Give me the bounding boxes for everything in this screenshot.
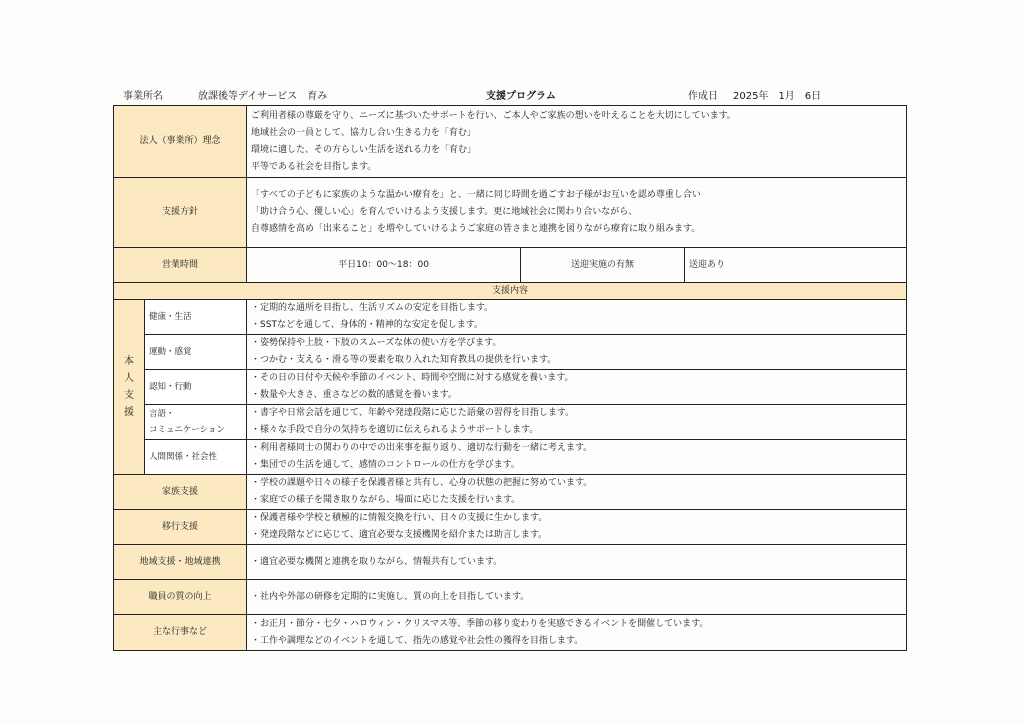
staff-quality-label: 職員の質の向上 bbox=[114, 580, 247, 615]
date-value: 2025年 1月 6日 bbox=[733, 91, 822, 102]
staff-quality-content bbox=[247, 580, 907, 615]
item-line: ・工作や調理などのイベントを通して、指先の感覚や社会性の獲得を目指します。 bbox=[251, 635, 584, 646]
item-label-line: コミュニケーション bbox=[149, 425, 225, 435]
personal-support-label-text: 本人支援 bbox=[124, 355, 134, 418]
policy-content bbox=[247, 178, 907, 248]
office-name: 放課後等デイサービス 育み bbox=[198, 91, 328, 102]
item-label: 健康・生活 bbox=[145, 300, 247, 335]
hours-value: 平日10：00～18：00 bbox=[247, 248, 521, 283]
table-row bbox=[114, 370, 907, 405]
item-line: ・定期的な通所を目指し、生活リズムの安定を目指します。 bbox=[251, 303, 494, 313]
events-row bbox=[114, 615, 907, 651]
item-line: ・家庭での様子を聞き取りながら、場面に応じた支援を行います。 bbox=[251, 495, 521, 505]
transition-support-row bbox=[114, 510, 907, 545]
philosophy-line: 平等である社会を目指します。 bbox=[251, 161, 377, 172]
hours-label: 営業時間 bbox=[114, 248, 247, 283]
transition-support-content bbox=[247, 510, 907, 545]
events-label: 主な行事など bbox=[114, 615, 247, 651]
policy-line: 「助け合う心、優しい心」を育んでいけるよう支援します。更に地域社会に関わり合いながら、 bbox=[251, 207, 638, 217]
item-content bbox=[247, 335, 907, 370]
date-label: 作成日 bbox=[688, 91, 718, 102]
office-label: 事業所名 bbox=[123, 91, 163, 102]
item-label: 認知・行動 bbox=[145, 370, 247, 405]
item-line: ・姿勢保持や上肢・下肢のスムーズな体の使い方を学びます。 bbox=[251, 338, 502, 348]
transition-support-label: 移行支援 bbox=[114, 510, 247, 545]
transport-value: 送迎あり bbox=[685, 248, 907, 283]
table-row bbox=[114, 335, 907, 370]
table-row bbox=[114, 440, 907, 475]
policy-line: 「すべての子どもに家族のような温かい療育を」と、一緒に同じ時間を過ごすお子様がお互いを認め尊重し合い bbox=[251, 190, 701, 200]
philosophy-label: 法人（事業所）理念 bbox=[114, 106, 247, 178]
philosophy-content bbox=[247, 106, 907, 178]
item-line: ・社内や外部の研修を定期的に実施し、質の向上を目指しています。 bbox=[251, 591, 530, 602]
item-line: ・利用者様同士の関わりの中での出来事を振り返り、適切な行動を一緒に考えます。 bbox=[251, 443, 593, 453]
table-row bbox=[114, 405, 907, 440]
philosophy-row bbox=[114, 106, 907, 178]
policy-row bbox=[114, 178, 907, 248]
item-line: ・つかむ・支える・滑る等の要素を取り入れた知育教具の提供を行います。 bbox=[251, 355, 557, 365]
item-line: ・様々な手段で自分の気持ちを適切に伝えられるようサポートします。 bbox=[251, 425, 539, 435]
support-section-label: 支援内容 bbox=[114, 283, 907, 300]
item-line: ・その日の日付や天候や季節のイベント、時間や空間に対する感覚を養います。 bbox=[251, 373, 574, 383]
item-line: ・集団での生活を通して、感情のコントロールの仕方を学びます。 bbox=[251, 460, 520, 470]
community-content bbox=[247, 545, 907, 580]
family-support-content bbox=[247, 475, 907, 510]
philosophy-line: 環境に適した、その方らしい生活を送れる力を「育む」 bbox=[251, 144, 477, 155]
document-title: 支援プログラム bbox=[486, 91, 556, 102]
item-label-line: 言語・ bbox=[149, 409, 175, 419]
support-program-table bbox=[113, 105, 907, 651]
community-label: 地域支援・地域連携 bbox=[114, 545, 247, 580]
philosophy-line: ご利用者様の尊厳を守り、ニーズに基づいたサポートを行い、ご本人やご家族の想いを叶えることを大切にしています。 bbox=[251, 110, 736, 121]
item-line: ・お正月・節分・七夕・ハロウィン・クリスマス等、季節の移り変わりを実感できるイベントを開催しています。 bbox=[251, 618, 709, 629]
item-content bbox=[247, 405, 907, 440]
family-support-label: 家族支援 bbox=[114, 475, 247, 510]
family-support-row bbox=[114, 475, 907, 510]
hours-row bbox=[114, 248, 907, 283]
item-line: ・数量や大きさ、重さなどの数的感覚を養います。 bbox=[251, 390, 457, 400]
item-label: 人間関係・社会性 bbox=[145, 440, 247, 475]
item-label: 運動・感覚 bbox=[145, 335, 247, 370]
personal-support-label bbox=[114, 300, 145, 475]
policy-label: 支援方針 bbox=[114, 178, 247, 248]
staff-quality-row bbox=[114, 580, 907, 615]
item-line: ・書字や日常会話を通じて、年齢や発達段階に応じた語彙の習得を目指します。 bbox=[251, 408, 575, 418]
document-header bbox=[113, 89, 906, 105]
item-line: ・発達段階などに応じて、適宜必要な支援機関を紹介または助言します。 bbox=[251, 530, 548, 540]
item-content bbox=[247, 370, 907, 405]
item-line: ・学校の課題や日々の様子を保護者様と共有し、心身の状態の把握に努めています。 bbox=[251, 478, 593, 488]
item-label bbox=[145, 405, 247, 440]
community-row bbox=[114, 545, 907, 580]
item-line: ・SSTなどを通して、身体的・精神的な安定を促します。 bbox=[251, 320, 484, 330]
item-content bbox=[247, 300, 907, 335]
item-content bbox=[247, 440, 907, 475]
policy-line: 自尊感情を高め「出来ること」を増やしていけるようご家庭の皆さまと連携を図りながら療育に取り組みます。 bbox=[251, 224, 701, 234]
philosophy-line: 地域社会の一員として、協力し合い生きる力を「育む」 bbox=[251, 127, 476, 138]
support-section-row bbox=[114, 283, 907, 300]
item-line: ・適宜必要な機関と連携を取りながら、情報共有しています。 bbox=[251, 556, 503, 567]
table-row bbox=[114, 300, 907, 335]
transport-label: 送迎実施の有無 bbox=[521, 248, 685, 283]
events-content bbox=[247, 615, 907, 651]
item-line: ・保護者様や学校と積極的に情報交換を行い、日々の支援に生かします。 bbox=[251, 513, 548, 523]
